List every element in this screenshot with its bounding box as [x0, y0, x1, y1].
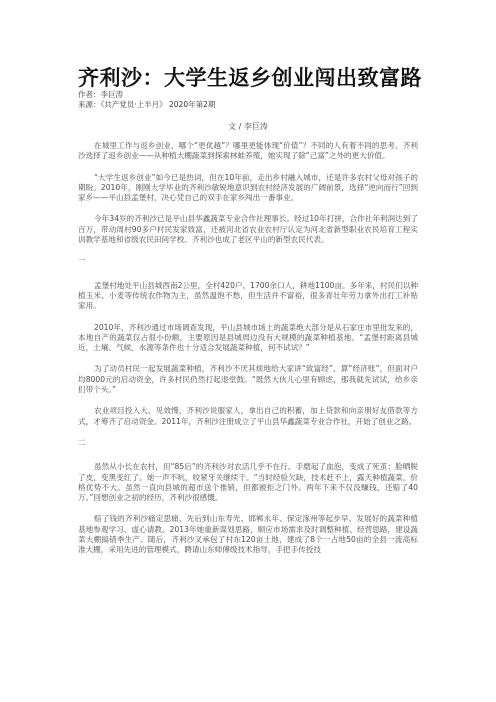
- paragraph: 孟堡村地处平山县城西南2公里，全村420户、1700余口人，耕地1100亩。多年来，村民们以种植玉米、小麦等传统农作物为主，虽然温饱不愁，但生活并不富裕，很多青壮年劳力拿外出打工补贴家用。: [78, 280, 418, 311]
- paragraph: 今年34岁的齐利沙已是平山县华鑫蔬菜专业合作社理事长。经过10年打拼，合作社年利润达到了百万，带动周村90多户村民发家致富，还被河北省农业农村厅认定为河北省新型职业农民培育工程实训教学基地和省级农民田间学校。齐利沙也成了老区平山的新型农民代表。: [78, 214, 418, 245]
- paragraph: “大学生返乡创业”如今已是热词，但在10年前，走出乡村融入城市，还是许多农村父母对孩子的期盼。2010年，刚刚大学毕业的齐利沙敏锐地意识到农村经济发展的广阔前景，选择“逆向而行”回到家乡——平山县孟堡村，决心凭自己的双手在家乡闯出一番事业。: [78, 172, 418, 203]
- paragraph: 虽然从小长在农村，但“85后”的齐利沙对农活几乎不在行。手磨起了血泡，变成了死茧；脸晒脱了皮，变黑变红了。她一声不吭，咬紧牙关继续干。“当时经验欠缺，技术赶不上，露天种植蔬菜，价格优势不大。虽然一直向县城的超市送个推销，但都被拒之门外。两年下来不仅没赚钱，还赔了40万。”回想创业之初的经历，齐利沙很感慨。: [78, 462, 418, 503]
- paragraph: 在城里工作与返乡创业，哪个“更优越”？哪里更能体现“价值”？不同的人有着不同的思考。齐利沙选择了返乡创业——从种植大棚蔬菜到探索林蛙养殖，她实现了除“己富”之外的更大价值。: [78, 141, 418, 161]
- article-author: 作者：李巨涛: [78, 90, 123, 99]
- section-marker: 一: [78, 256, 86, 266]
- paragraph: 为了动员村民一起发展蔬菜种植，齐利沙不厌其烦地给大家讲“致富经”、算“经济账”，但面对户均8000元的启动资金，许多村民仍然打起退堂鼓。“既然大伙儿心里有顾虑，那我就先试试，给乡亲们带个头。”: [78, 364, 418, 395]
- paragraph: 2010年，齐利沙通过市场调查发现，平山县城市场上的蔬菜绝大部分是从石家庄市里批发来的，本地自产的蔬菜仅占很小份额，主要原因是县城周边没有大规模的蔬菜种植基地。“孟堡村距离县城近，土壤、气候、水源等条件也十分适合发展蔬菜种植，何不试试？”: [78, 322, 418, 353]
- article-source: 来源：《共产党员·上半月》 2020年第2期: [78, 100, 216, 109]
- paragraph: 农业项目投入大、见效慢，齐利沙说服家人，拿出自己的积蓄，加上贷款和向亲朋好友借款等方式，才筹齐了启动资金。2011年，齐利沙注册成立了平山县华鑫蔬菜专业合作社，开始了创业之路。: [78, 406, 418, 426]
- paragraph: 赔了钱的齐利沙痛定思痛，先后到山东寿光、邯郸永年、保定涿州等起步早、发展好的蔬菜种植基地参观学习、虚心请教。2013年她重新谋划思路，顺应市场需求及时调整种植、经营思路，建设蔬菜大棚搞错季生产。随后，齐利沙又承包了村东120亩土地，建成了8个一占地50亩的全县一流高标准大棚，采用先进的管理模式，聘请山东师傅级技术指导，手把手传授技: [78, 514, 418, 555]
- article-byline: 文 / 李巨涛: [228, 122, 268, 131]
- article-body: [78, 141, 418, 567]
- section-marker: 二: [78, 437, 86, 447]
- article-title: 齐利沙：大学生返乡创业闯出致富路: [78, 66, 422, 90]
